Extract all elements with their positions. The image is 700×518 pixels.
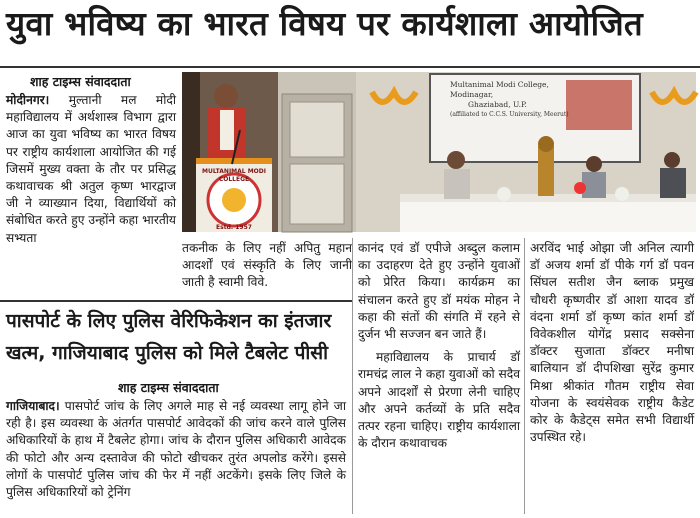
story1-column-2 xyxy=(182,240,352,290)
banner-line-3: (affiliated to C.C.S. University, Meerut) xyxy=(450,111,569,118)
story1-dateline: मोदीनगर। xyxy=(6,93,50,107)
story1-column-3 xyxy=(358,240,520,512)
story1-column-1 xyxy=(6,92,176,298)
podium-estd: Estd. 1957 xyxy=(216,224,252,231)
story1-col3-para1: कानंद एवं डॉ एपीजे अब्दुल कलाम का उदाहरण देते हुए उन्होंने युवाओं को प्रेरित किया। कार्यक्रम का संचालन करते हुए डॉ मयंक मोहन ने कहा की संतों की संगति में रहने से दुर्जन भी सज्जन बन जाते हैं। xyxy=(358,241,520,342)
headline-rule xyxy=(0,66,700,68)
story1-col3-para2: महाविद्यालय के प्राचार्य डॉ रामचंद्र लाल ने कहा युवाओं को सदैव अपने आदर्शों से प्रेरणा लेनी चाहिए और अपने कर्तव्यों के प्रति सदैव तत्पर रहना चाहिए। राष्ट्रीय कार्यशाला के दौरान कथावाचक xyxy=(358,350,520,451)
story1-byline: शाह टाइम्स संवाददाता xyxy=(30,74,131,89)
story2-headline-line1: पासपोर्ट के लिए पुलिस वेरिफिकेशन का इंतजार xyxy=(6,310,332,332)
column-rule xyxy=(524,238,525,514)
story1-column-4 xyxy=(530,240,694,512)
story2-dateline: गाजियाबाद। xyxy=(6,399,60,413)
banner-line-2: Ghaziabad, U.P. xyxy=(468,100,527,109)
main-headline: युवा भविष्य का भारत विषय पर कार्यशाला आयोजित xyxy=(6,4,643,43)
story1-col2-text: तकनीक के लिए नहीं अपितु महान आदर्शों एवं संस्कृति के लिए जानी जाती है स्वामी विवे. xyxy=(182,241,352,290)
story2-body-text: पासपोर्ट जांच के लिए अगले माह से नई व्यवस्था लागू होने जा रही है। इस व्यवस्था के अंतर्गत पासपोर्ट आवेदकों की जांच करने वाले पुलिस अधिकारियों के हाथ में टैबलेट होगा। जांच के दौरान पुलिस अधिकारी आवेदक की फोटो और अन्य दस्तावेज की फोटो खीचकर तुरंत अपलोड करेंगे। इससे लोगों के पासपोर्ट पुलिस जांच की फेर में नहीं अटकेंगे। इसके लिए जिले के पुलिस अधिकारियों को ट्रेनिंग xyxy=(6,399,346,500)
column-rule xyxy=(352,238,353,514)
story2-byline: शाह टाइम्स संवाददाता xyxy=(118,380,219,395)
event-photo xyxy=(182,72,696,232)
story1-col4-text: अरविंद भाई ओझा जी अनिल त्यागी डॉ अजय शर्मा डॉ पीके गर्ग डॉ पवन सिंघल सतीश जैन ब्लाक प्रमुख चौधरी कृष्णवीर डॉ आशा यादव डॉ वंदना शर्मा डॉ कृष्ण कांत शर्मा डॉ विवेकशील योगेंद्र प्रसाद सक्सेना डॉक्टर सुजाता डॉक्टर मनीषा बालियान डॉ दीपशिखा सुरेंद्र कुमार मिश्रा श्रीकांत गौतम राष्ट्रीय सेवा योजना के स्वयंसेवक राष्ट्रीय कैडेट कोर के कैडेट्स समेत सभी विद्यार्थी उपस्थित रहे। xyxy=(530,241,694,445)
story2-headline-line2: खत्म, गाजियाबाद पुलिस को मिले टैबलेट पीसी xyxy=(6,342,329,364)
story2-body xyxy=(6,398,346,516)
banner-line-1: Multanimal Modi College, Modinagar, xyxy=(450,80,549,99)
story1-col1-text: मुल्तानी मल मोदी महाविद्यालय में अर्थशास्त्र विभाग द्वारा आज का युवा भविष्य का भारत विषय पर राष्ट्रीय कार्यशाला आयोजित की गई जिसमें मुख्य वक्ता के तौर पर प्रसिद्ध कथावाचक श्री अतुल कृष्ण भारद्वाज जी ने व्याख्यान दिया, विद्यार्थियों को संबोधित करते हुए उन्होंने कहा भारतीय सभ्यता xyxy=(6,93,176,245)
story2-top-rule xyxy=(0,300,352,302)
podium-college-name: MULTANIMAL MODI COLLEGE xyxy=(201,168,266,183)
